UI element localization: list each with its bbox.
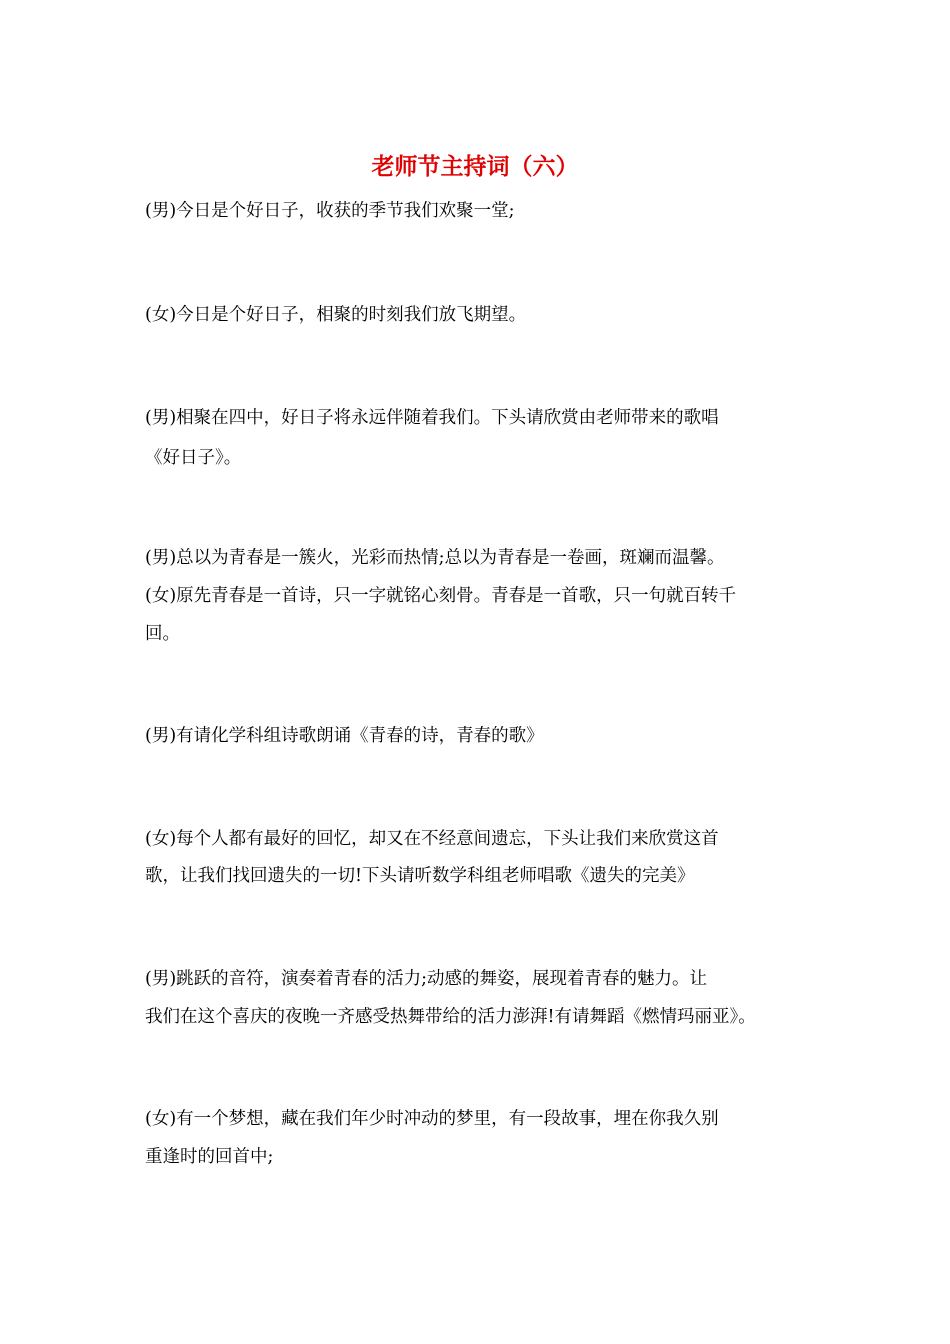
text-line: (女)每个人都有最好的回忆，却又在不经意间遗忘，下头让我们来欣赏这首	[145, 829, 719, 849]
document-title: 老师节主持词（六）	[371, 153, 579, 180]
text-line: (女)原先青春是一首诗，只一字就铭心刻骨。青春是一首歌，只一句就百转千	[145, 586, 737, 606]
text-line: (女)今日是个好日子，相聚的时刻我们放飞期望。	[145, 305, 527, 325]
text-line: 回。	[145, 624, 180, 644]
text-line: (男)有请化学科组诗歌朗诵《青春的诗，青春的歌》	[145, 726, 544, 746]
text-line: (男)相聚在四中，好日子将永远伴随着我们。下头请欣赏由老师带来的歌唱	[145, 408, 719, 428]
text-line: 《好日子》。	[145, 448, 242, 468]
text-line: (男)跳跃的音符，演奏着青春的活力;动感的舞姿，展现着青春的魅力。让	[145, 969, 708, 989]
text-line: (女)有一个梦想，藏在我们年少时冲动的梦里，有一段故事，埋在你我久别	[145, 1109, 719, 1129]
text-line: 我们在这个喜庆的夜晚一齐感受热舞带给的活力澎湃!有请舞蹈《燃情玛丽亚》。	[145, 1007, 756, 1027]
text-line: 歌，让我们找回遗失的一切!下头请听数学科组老师唱歌《遗失的完美》	[145, 866, 695, 886]
text-line: 重逢时的回首中;	[145, 1147, 274, 1167]
text-line: (男)今日是个好日子，收获的季节我们欢聚一堂;	[145, 201, 515, 221]
text-line: (男)总以为青春是一簇火，光彩而热情;总以为青春是一卷画，斑斓而温馨。	[145, 548, 725, 568]
